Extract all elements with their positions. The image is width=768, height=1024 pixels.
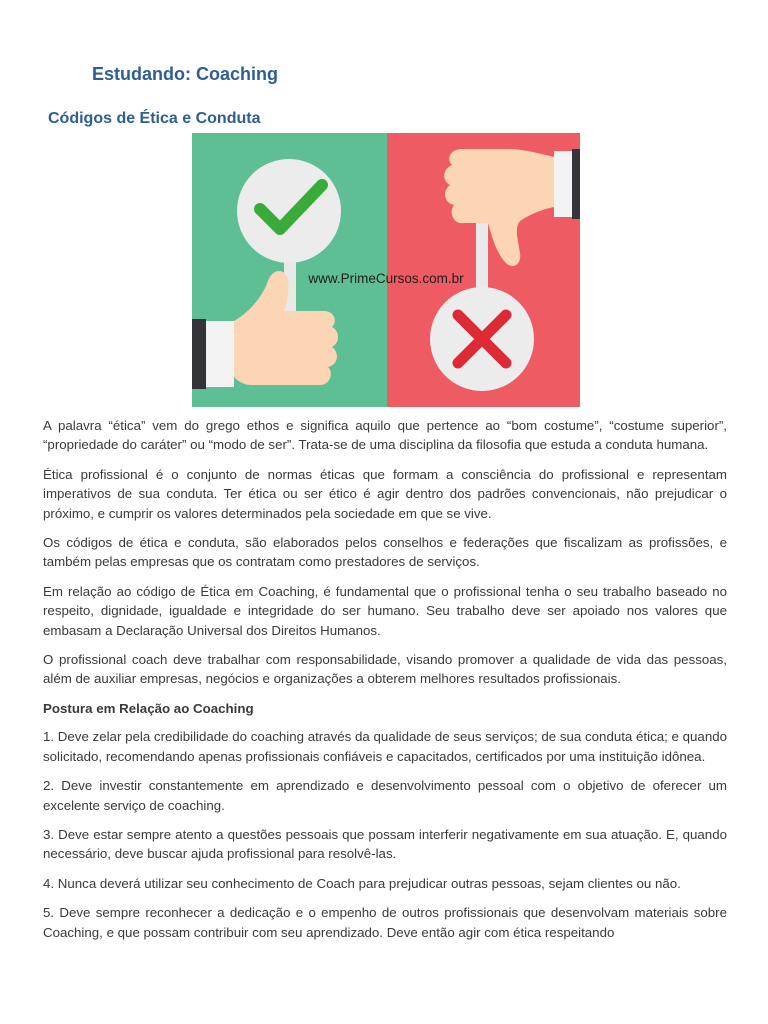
paragraph: O profissional coach deve trabalhar com responsabilidade, visando promover a qualidade de vida das pessoas, além de auxiliar empresas, negócios e organizações a obterem melhores resultados profissionais.	[43, 652, 727, 687]
section-title: Códigos de Ética e Conduta	[48, 110, 261, 127]
watermark-text: www.PrimeCursos.com.br	[308, 271, 464, 286]
page-title: Estudando: Coaching	[92, 64, 278, 84]
list-item: 2. Deve investir constantemente em aprendizado e desenvolvimento pessoal com o objetivo de oferecer um excelente serviço de coaching.	[43, 778, 727, 813]
list-item: 5. Deve sempre reconhecer a dedicação e o empenho de outros profissionais que desenvolvam materiais sobre Coaching, e que possam contribuir com seu aprendizado. Deve então agir com ética respeitando	[43, 905, 727, 940]
list-item: 4. Nunca deverá utilizar seu conhecimento de Coach para prejudicar outras pessoas, sejam clientes ou não.	[43, 875, 681, 891]
ethics-illustration	[192, 133, 580, 407]
paragraph: Em relação ao código de Ética em Coaching, é fundamental que o profissional tenha o seu trabalho baseado no respeito, dignidade, igualdade e integridade do ser humano. Seu trabalho deve ser apoiado nos valores que embasam a Declaração Universal dos Direitos Humanos.	[43, 583, 727, 638]
list-item: 1. Deve zelar pela credibilidade do coaching através da qualidade de seus serviços; de sua conduta ética; e quando solicitado, recomendando apenas profissionais confiáveis e capacitados, certificados por uma instituição idônea.	[43, 729, 727, 764]
paragraph: Os códigos de ética e conduta, são elaborados pelos conselhos e federações que fiscalizam as profissões, e também pelas empresas que os contratam como prestadores de serviços.	[43, 535, 727, 570]
paragraph: Ética profissional é o conjunto de normas éticas que formam a consciência do profissional e representam imperativos de sua conduta. Ter ética ou ser ético é agir dentro dos padrões convencionais, não prejudicar o próximo, e cumprir os valores determinados pela sociedade em que se vive.	[43, 466, 727, 521]
list-item: 3. Deve estar sempre atento a questões pessoais que possam interferir negativamente em sua atuação. E, quando necessário, deve buscar ajuda profissional para resolvê-las.	[43, 826, 727, 862]
document-body	[43, 416, 727, 952]
paragraph: A palavra “ética” vem do grego ethos e significa aquilo que pertence ao “bom costume”, “costume superior”, “propriedade do caráter” ou “modo de ser”. Trata-se de uma disciplina da filosofia que estuda a conduta humana.	[43, 418, 727, 453]
section-heading: Postura em Relação ao Coaching	[43, 700, 254, 716]
